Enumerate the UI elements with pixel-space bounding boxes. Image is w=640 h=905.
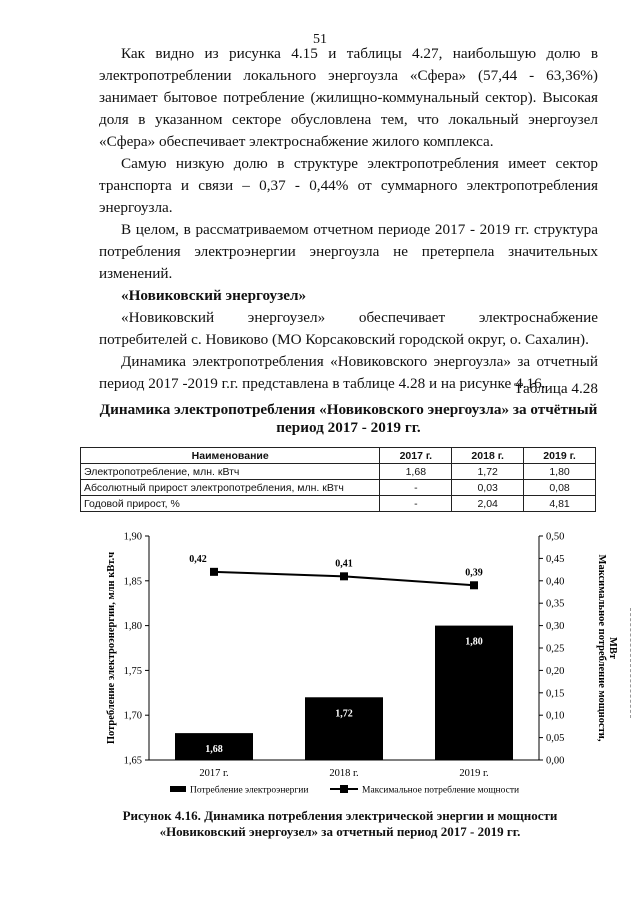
table-cell: 0,08 <box>524 480 596 496</box>
y-tick-label-left: 1,70 <box>123 710 142 722</box>
paragraph: «Новиковский энергоузел» обеспечивает электроснабжение потребителей с. Новиково (МО Корсаковский городской округ, о. Сахалин). <box>99 309 598 348</box>
y-tick-label-right: 0,10 <box>546 710 565 722</box>
x-tick-label: 2017 г. <box>199 768 229 779</box>
y-tick-label-left: 1,80 <box>123 621 142 633</box>
table-row <box>81 480 596 496</box>
table-header-cell: 2019 г. <box>524 448 596 464</box>
legend-line-marker <box>340 785 348 793</box>
table-cell: Электропотребление, млн. кВтч <box>81 464 380 480</box>
y-tick-label-right: 0,35 <box>546 598 565 610</box>
table-row <box>81 464 596 480</box>
margin-mark <box>630 608 635 718</box>
figure-caption: Рисунок 4.16. Динамика потребления электрической энергии и мощности «Новиковский энергоузел» за отчетный период 2017 - 2019 гг. <box>122 808 558 839</box>
table-title: Динамика электропотребления «Новиковского энергоузла» за отчётный период 2017 - 2019 гг. <box>99 401 598 436</box>
table-header-cell: Наименование <box>81 448 380 464</box>
y-axis-title-left: Потребление электроэнергии, млн кВт.ч <box>106 551 117 745</box>
paragraph: Самую низкую долю в структуре электропотребления имеет сектор транспорта и связи – 0,37 - 0,44% от суммарного электропотребления энергоузла. <box>99 155 598 216</box>
table-cell: - <box>380 496 452 512</box>
table-cell: 1,72 <box>452 464 524 480</box>
line-point <box>340 572 348 580</box>
table-cell: Годовой прирост, % <box>81 496 380 512</box>
y-axis-title-right: Максимальное потребление мощности, <box>596 554 607 742</box>
table-cell: 1,68 <box>380 464 452 480</box>
y-tick-label-right: 0,05 <box>546 733 565 745</box>
line-data-label: 0,39 <box>465 567 483 579</box>
y-tick-label-right: 0,30 <box>546 621 565 633</box>
x-tick-label: 2018 г. <box>329 768 359 779</box>
y-axis-title-right-unit: МВт <box>607 636 618 660</box>
table-row <box>81 496 596 512</box>
table-cell: 4,81 <box>524 496 596 512</box>
y-tick-label-right: 0,40 <box>546 576 565 588</box>
table-cell: 1,80 <box>524 464 596 480</box>
paragraph: Как видно из рисунка 4.15 и таблицы 4.27, наибольшую долю в электропотреблении локального энергоузла «Сфера» (57,44 - 63,36%) занимает бытовое потребление (жилищно-коммунальный сектор). Высокая доля в указанном секторе обусловлена тем, что локальный энергоузел «Сфера» обеспечивает электроснабжение жилого комплекса. <box>99 45 598 150</box>
table-cell: Абсолютный прирост электропотребления, млн. кВтч <box>81 480 380 496</box>
bar-data-label: 1,72 <box>335 708 353 720</box>
legend-bar-label: Потребление электроэнергии <box>190 785 309 796</box>
line-point <box>210 568 218 576</box>
table-header-row <box>81 448 596 464</box>
y-tick-label-right: 0,45 <box>546 553 565 565</box>
table-header-cell: 2017 г. <box>380 448 452 464</box>
y-tick-label-right: 0,15 <box>546 688 565 700</box>
y-tick-label-left: 1,85 <box>123 576 142 588</box>
x-tick-label: 2019 г. <box>459 768 489 779</box>
y-tick-label-right: 0,20 <box>546 665 565 677</box>
section-heading: «Новиковский энергоузел» <box>121 287 307 304</box>
legend-line-label: Максимальное потребление мощности <box>362 785 520 796</box>
bar-data-label: 1,68 <box>205 744 223 756</box>
legend-bar-swatch <box>170 786 186 792</box>
bar <box>305 697 383 760</box>
body-text <box>99 43 598 395</box>
y-tick-label-right: 0,00 <box>546 755 565 767</box>
y-tick-label-left: 1,90 <box>123 531 142 543</box>
y-tick-label-left: 1,65 <box>123 755 142 767</box>
line-data-label: 0,42 <box>189 553 207 565</box>
combo-chart <box>92 521 618 806</box>
data-table <box>80 447 596 512</box>
bar-data-label: 1,80 <box>465 636 483 648</box>
paragraph: В целом, в рассматриваемом отчетном периоде 2017 - 2019 гг. структура потребления электроэнергии энергоузла не претерпела значительных изменений. <box>99 221 598 282</box>
line-point <box>470 581 478 589</box>
page-number: 51 <box>313 32 327 47</box>
table-cell: 2,04 <box>452 496 524 512</box>
table-cell: - <box>380 480 452 496</box>
y-tick-label-right: 0,25 <box>546 643 565 655</box>
y-tick-label-right: 0,50 <box>546 531 565 543</box>
table-cell: 0,03 <box>452 480 524 496</box>
y-tick-label-left: 1,75 <box>123 665 142 677</box>
line-data-label: 0,41 <box>335 558 353 570</box>
table-header-cell: 2018 г. <box>452 448 524 464</box>
table-caption: Таблица 4.28 <box>514 380 598 397</box>
paragraph: Динамика электропотребления «Новиковского энергоузла» за отчетный период 2017 -2019 г.г. представлена в таблице 4.28 и на рисунке 4.16. <box>99 353 598 392</box>
